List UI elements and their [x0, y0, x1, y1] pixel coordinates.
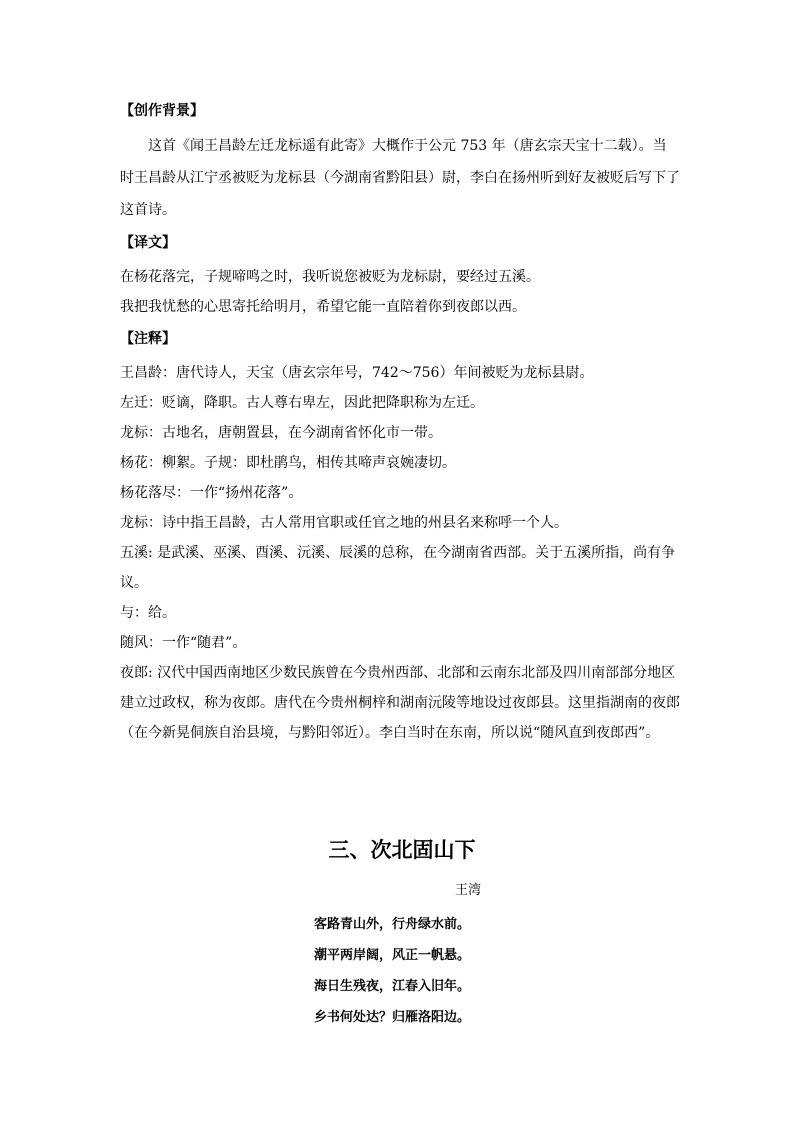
- note-item: 龙标：诗中指王昌龄，古人常用官职或任官之地的州县名来称呼一个人。: [120, 515, 568, 531]
- note-item: 五溪: 是武溪、巫溪、酉溪、沅溪、辰溪的总称，在今湖南省西部。关于五溪所指，尚有争议。: [120, 545, 676, 591]
- translation-line: 我把我忧愁的心思寄托给明月，希望它能一直陪着你到夜郎以西。: [120, 299, 526, 315]
- translation-heading: 【译文】: [120, 235, 176, 251]
- note-item: 龙标：古地名，唐朝置县，在今湖南省怀化市一带。: [120, 425, 442, 441]
- background-paragraph: 这首《闻王昌龄左迁龙标遥有此寄》大概作于公元 753 年（唐玄宗天宝十二载）。当时王昌龄从江宁丞被贬为龙标县（今湖南省黔阳县）尉，李白在扬州听到好友被贬后写下了这首诗。: [120, 138, 680, 218]
- poem-line: 潮平两岸阔，风正一帆悬。: [314, 948, 471, 963]
- note-item: 左迁：贬谪，降职。古人尊右卑左，因此把降职称为左迁。: [120, 395, 484, 411]
- note-item: 杨花：柳絮。子规：即杜鹃鸟，相传其啼声哀婉凄切。: [120, 455, 456, 471]
- document-body: [120, 98, 680, 748]
- poem-line: 客路青山外，行舟绿水前。: [314, 917, 471, 932]
- poem-line: 海日生残夜，江春入旧年。: [314, 979, 471, 994]
- note-item: 王昌龄：唐代诗人，天宝（唐玄宗年号，742～756）年间被贬为龙标县尉。: [120, 365, 594, 381]
- poem-section: [0, 834, 794, 1025]
- poem-author: 王湾: [455, 883, 482, 898]
- poem-title: 三、次北固山下: [328, 838, 476, 862]
- background-heading: 【创作背景】: [120, 103, 204, 119]
- note-item: 杨花落尽：一作“扬州花落”。: [120, 485, 303, 501]
- note-item: 夜郎: 汉代中国西南地区少数民族曾在今贵州西部、北部和云南东北部及四川南部部分地区建立过政权，称为夜郎。唐代在今贵州桐梓和湖南沅陵等地设过夜郎县。这里指湖南的夜郎（在今新晃侗族自治县境，与黔阳邻近）。李白当时在东南，所以说“随风直到夜郎西”。: [120, 665, 680, 741]
- poem-line: 乡书何处达？归雁洛阳边。: [314, 1010, 471, 1025]
- poem-lines: [314, 909, 470, 1033]
- translation-line: 在杨花落完，子规啼鸣之时，我听说您被贬为龙标尉，要经过五溪。: [120, 269, 540, 285]
- note-item: 与：给。: [120, 605, 176, 621]
- note-item: 随风：一作“随君”。: [120, 635, 247, 651]
- notes-heading: 【注释】: [120, 331, 176, 347]
